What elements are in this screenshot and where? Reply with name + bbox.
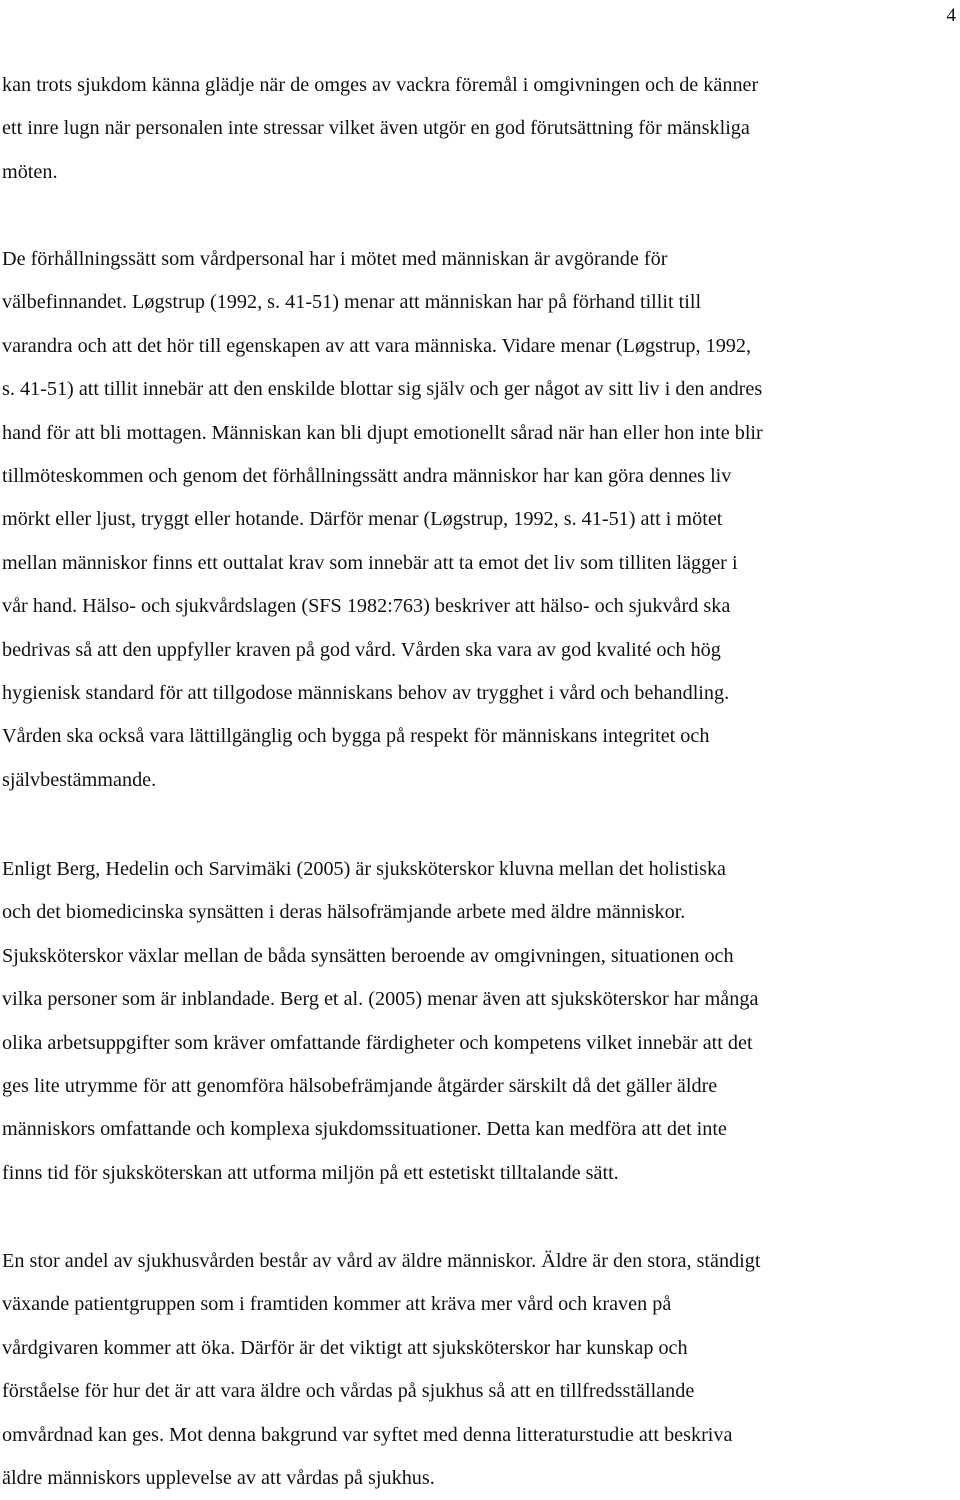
text-line: s. 41-51) att tillit innebär att den enskilde blottar sig själv och ger något av sitt liv i den andres <box>2 378 763 401</box>
text-line: människors omfattande och komplexa sjukdomssituationer. Detta kan medföra att det inte <box>2 1118 727 1141</box>
text-line: De förhållningssätt som vårdpersonal har i mötet med människan är avgörande för <box>2 248 668 270</box>
text-line: vilka personer som är inblandade. Berg et al. (2005) menar även att sjuksköterskor har många <box>2 988 759 1011</box>
text-line: mellan människor finns ett outtalat krav som innebär att ta emot det liv som tilliten lägger i <box>2 551 738 574</box>
text-line: hand för att bli mottagen. Människan kan bli djupt emotionellt sårad när han eller hon inte blir <box>2 421 763 444</box>
text-line: bedrivas så att den uppfyller kraven på god vård. Vården ska vara av god kvalité och hög <box>2 638 721 661</box>
text-line: olika arbetsuppgifter som kräver omfattande färdigheter och kompetens vilket innebär att det <box>2 1031 753 1054</box>
text-line: möten. <box>2 160 58 183</box>
text-line: omvårdnad kan ges. Mot denna bakgrund var syftet med denna litteraturstudie att beskriva <box>2 1423 733 1446</box>
text-line: växande patientgruppen som i framtiden kommer att kräva mer vård och kraven på <box>2 1293 672 1316</box>
paragraph-aim <box>2 1240 958 1500</box>
paragraph-logstrup <box>2 238 958 802</box>
text-line: kan trots sjukdom känna glädje när de omges av vackra föremål i omgivningen och de känner <box>2 74 759 96</box>
text-line: mörkt eller ljust, tryggt eller hotande. Därför menar (Løgstrup, 1992, s. 41-51) att i mötet <box>2 508 723 531</box>
text-line: och det biomedicinska synsätten i deras hälsofrämjande arbete med äldre människor. <box>2 901 686 924</box>
paragraph-intro-continuation <box>2 64 958 194</box>
text-line: förståelse för hur det är att vara äldre och vårdas på sjukhus så att en tillfredsställande <box>2 1380 695 1403</box>
text-line: finns tid för sjuksköterskan att utforma miljön på ett estetiskt tilltalande sätt. <box>2 1161 619 1184</box>
text-line: Sjuksköterskor växlar mellan de båda synsätten beroende av omgivningen, situationen och <box>2 944 734 967</box>
text-line: varandra och att det hör till egenskapen av att vara människa. Vidare menar (Løgstrup, 1992, <box>2 334 752 357</box>
text-line: ges lite utrymme för att genomföra hälsobefrämjande åtgärder särskilt då det gäller äldre <box>2 1075 718 1098</box>
text-line: ett inre lugn när personalen inte stressar vilket även utgör en god förutsättning för mänskliga <box>2 117 750 140</box>
text-line: äldre människors upplevelse av att vårdas på sjukhus. <box>2 1467 435 1490</box>
text-line: vårdgivaren kommer att öka. Därför är det viktigt att sjuksköterskor har kunskap och <box>2 1336 688 1359</box>
text-line: välbefinnandet. Løgstrup (1992, s. 41-51) menar att människan har på förhand tillit till <box>2 291 702 314</box>
paragraph-berg <box>2 848 958 1195</box>
text-line: vår hand. Hälso- och sjukvårdslagen (SFS 1982:763) beskriver att hälso- och sjukvård ska <box>2 595 731 618</box>
page-number: 4 <box>946 5 956 26</box>
text-line: tillmöteskommen och genom det förhållningssätt andra människor har kan göra dennes liv <box>2 465 732 488</box>
text-line: En stor andel av sjukhusvården består av vård av äldre människor. Äldre är den stora, ständigt <box>2 1250 761 1272</box>
text-line: självbestämmande. <box>2 768 157 791</box>
text-line: Enligt Berg, Hedelin och Sarvimäki (2005) är sjuksköterskor kluvna mellan det holistiska <box>2 858 726 880</box>
text-line: Vården ska också vara lättillgänglig och bygga på respekt för människans integritet och <box>2 725 710 748</box>
text-line: hygienisk standard för att tillgodose människans behov av trygghet i vård och behandling. <box>2 682 730 705</box>
